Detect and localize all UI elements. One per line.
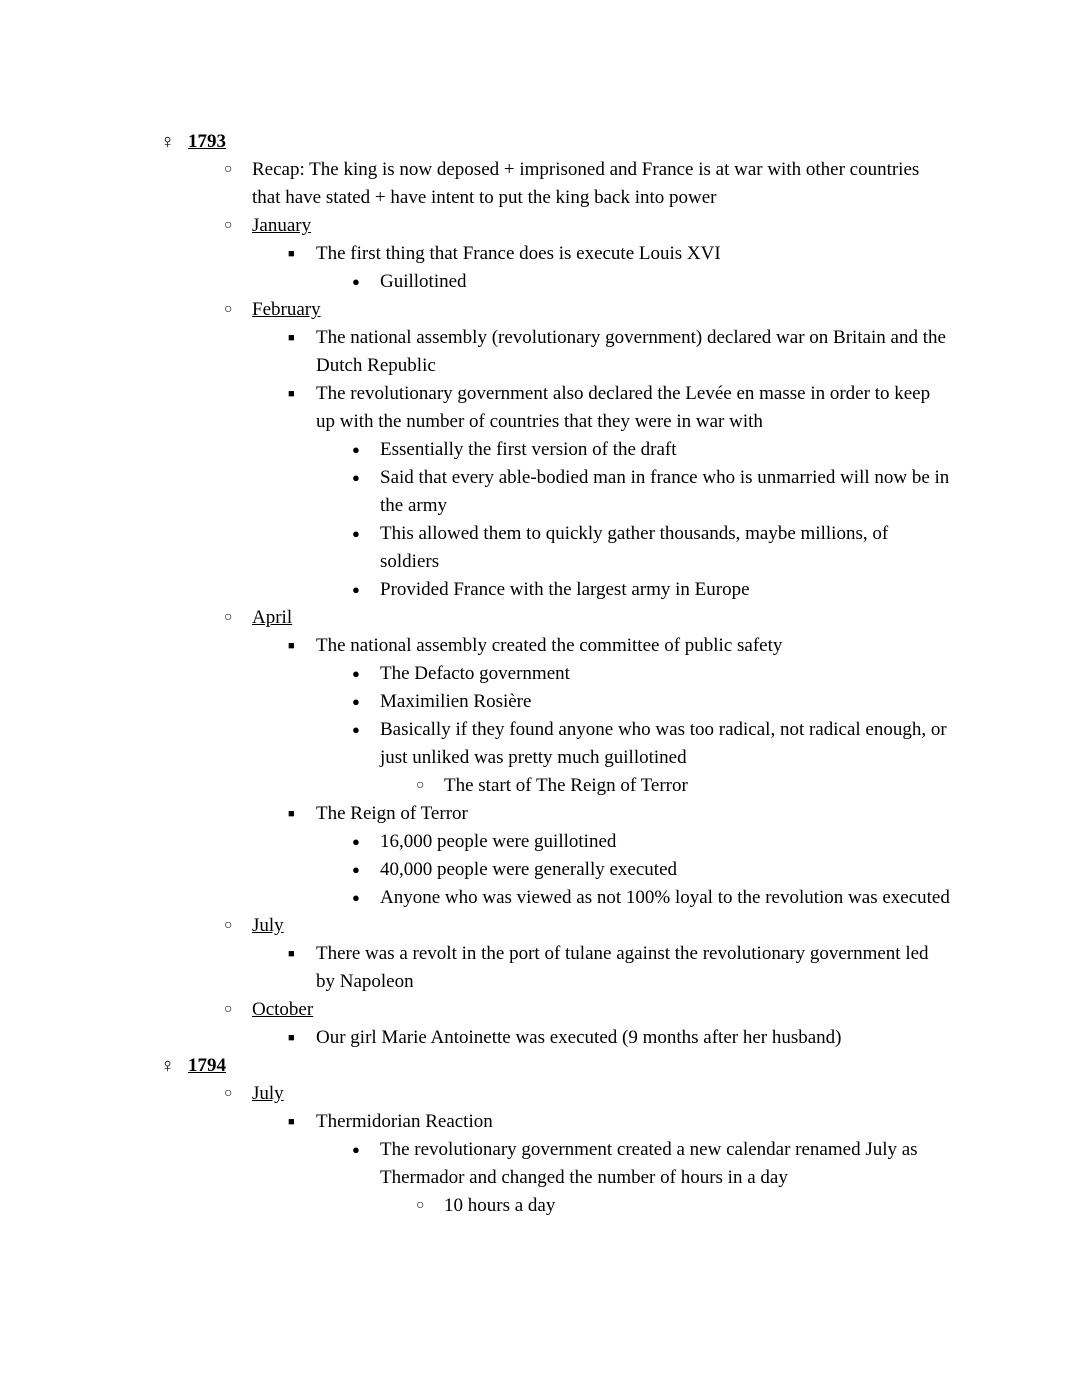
outline-text: There was a revolt in the port of tulane against the revolutionary government led by Napoleon: [316, 943, 929, 992]
outline-item: [416, 1192, 950, 1220]
outline-item: [352, 436, 950, 464]
outline-children: [288, 940, 950, 996]
outline-text: Thermidorian Reaction: [316, 1111, 493, 1132]
square-bullet-icon: ■: [288, 1116, 295, 1128]
disc-bullet-icon: ●: [352, 274, 360, 289]
disc-bullet-icon: ●: [352, 890, 360, 905]
outline-text: This allowed them to quickly gather thousands, maybe millions, of soldiers: [380, 523, 889, 572]
outline-text: The national assembly created the committee of public safety: [316, 635, 783, 656]
outline-item: [352, 884, 950, 912]
outline-item: [160, 128, 950, 156]
venus-bullet-icon: ♀: [160, 1055, 175, 1077]
outline-children: [352, 660, 950, 800]
square-bullet-icon: ■: [288, 248, 295, 260]
outline-children: [352, 1136, 950, 1220]
square-bullet-icon: ■: [288, 388, 295, 400]
outline-item: [224, 212, 950, 240]
outline-text: Our girl Marie Antoinette was executed (9 months after her husband): [316, 1027, 842, 1048]
outline-text: January: [252, 215, 312, 236]
outline-text: The Defacto government: [380, 663, 570, 684]
circle-bullet-icon: ○: [224, 1002, 233, 1017]
outline-text: Provided France with the largest army in Europe: [380, 579, 750, 600]
outline-item: [288, 240, 950, 268]
outline-text: Guillotined: [380, 271, 467, 292]
outline-text: Maximilien Rosière: [380, 691, 532, 712]
disc-bullet-icon: ●: [352, 666, 360, 681]
outline-item: [224, 1080, 950, 1108]
outline-text: The start of The Reign of Terror: [444, 775, 688, 796]
outline-text: 1793: [188, 131, 226, 152]
outline-item: [224, 912, 950, 940]
outline-item: [224, 996, 950, 1024]
outline-text: Recap: The king is now deposed + imprisoned and France is at war with other countries that have stated + have intent to put the king back into power: [252, 159, 920, 208]
outline-children: [224, 1080, 950, 1220]
square-bullet-icon: ■: [288, 948, 295, 960]
outline-item: [352, 856, 950, 884]
outline-text: 10 hours a day: [444, 1195, 556, 1216]
disc-bullet-icon: ●: [352, 722, 360, 737]
outline-item: [352, 1136, 950, 1192]
square-bullet-icon: ■: [288, 640, 295, 652]
circle-bullet-icon: ○: [224, 162, 233, 177]
outline-text: February: [252, 299, 321, 320]
disc-bullet-icon: ●: [352, 526, 360, 541]
circle-bullet-icon: ○: [224, 218, 233, 233]
disc-bullet-icon: ●: [352, 834, 360, 849]
outline-text: Anyone who was viewed as not 100% loyal to the revolution was executed: [380, 887, 950, 908]
circle-bullet-icon: ○: [416, 778, 425, 793]
disc-bullet-icon: ●: [352, 470, 360, 485]
circle-bullet-icon: ○: [416, 1198, 425, 1213]
outline-children: [416, 1192, 950, 1220]
outline-item: [352, 660, 950, 688]
circle-bullet-icon: ○: [224, 610, 233, 625]
outline-text: The national assembly (revolutionary government) declared war on Britain and the Dutch Republic: [316, 327, 946, 376]
outline-text: October: [252, 999, 314, 1020]
outline-item: [352, 576, 950, 604]
outline-text: Said that every able-bodied man in france who is unmarried will now be in the army: [380, 467, 950, 516]
outline-children: [288, 1108, 950, 1220]
outline-children: [416, 772, 950, 800]
square-bullet-icon: ■: [288, 332, 295, 344]
outline-text: Basically if they found anyone who was too radical, not radical enough, or just unliked was pretty much guillotined: [380, 719, 947, 768]
disc-bullet-icon: ●: [352, 1142, 360, 1157]
outline-children: [352, 436, 950, 604]
outline-text: The revolutionary government created a new calendar renamed July as Thermador and changed the number of hours in a day: [380, 1139, 918, 1188]
outline-item: [288, 1108, 950, 1136]
outline-item: [288, 632, 950, 660]
outline-item: [288, 800, 950, 828]
outline: [160, 128, 950, 1220]
outline-text: July: [252, 915, 284, 936]
outline-item: [224, 156, 950, 212]
outline-item: [352, 828, 950, 856]
outline-text: April: [252, 607, 293, 628]
outline-children: [288, 240, 950, 296]
outline-item: [288, 380, 950, 436]
outline-item: [416, 772, 950, 800]
outline-item: [288, 1024, 950, 1052]
outline-item: [288, 324, 950, 380]
outline-item: [352, 520, 950, 576]
disc-bullet-icon: ●: [352, 442, 360, 457]
outline-children: [288, 632, 950, 912]
outline-text: 1794: [188, 1055, 226, 1076]
outline-children: [288, 324, 950, 604]
square-bullet-icon: ■: [288, 1032, 295, 1044]
outline-item: [352, 688, 950, 716]
outline-item: [160, 1052, 950, 1080]
disc-bullet-icon: ●: [352, 694, 360, 709]
circle-bullet-icon: ○: [224, 1086, 233, 1101]
outline-text: July: [252, 1083, 284, 1104]
square-bullet-icon: ■: [288, 808, 295, 820]
outline-item: [224, 604, 950, 632]
outline-item: [352, 464, 950, 520]
venus-bullet-icon: ♀: [160, 131, 175, 153]
outline-text: 40,000 people were generally executed: [380, 859, 678, 880]
circle-bullet-icon: ○: [224, 302, 233, 317]
outline-text: The first thing that France does is execute Louis XVI: [316, 243, 721, 264]
disc-bullet-icon: ●: [352, 862, 360, 877]
outline-item: [352, 268, 950, 296]
outline-children: [352, 268, 950, 296]
outline-text: 16,000 people were guillotined: [380, 831, 617, 852]
outline-children: [352, 828, 950, 912]
outline-text: Essentially the first version of the draft: [380, 439, 677, 460]
outline-item: [352, 716, 950, 772]
outline-text: The revolutionary government also declared the Levée en masse in order to keep up with the number of countries that they were in war with: [316, 383, 931, 432]
disc-bullet-icon: ●: [352, 582, 360, 597]
outline-children: [288, 1024, 950, 1052]
outline-text: The Reign of Terror: [316, 803, 468, 824]
outline-item: [224, 296, 950, 324]
circle-bullet-icon: ○: [224, 918, 233, 933]
outline-item: [288, 940, 950, 996]
outline-children: [224, 156, 950, 1052]
